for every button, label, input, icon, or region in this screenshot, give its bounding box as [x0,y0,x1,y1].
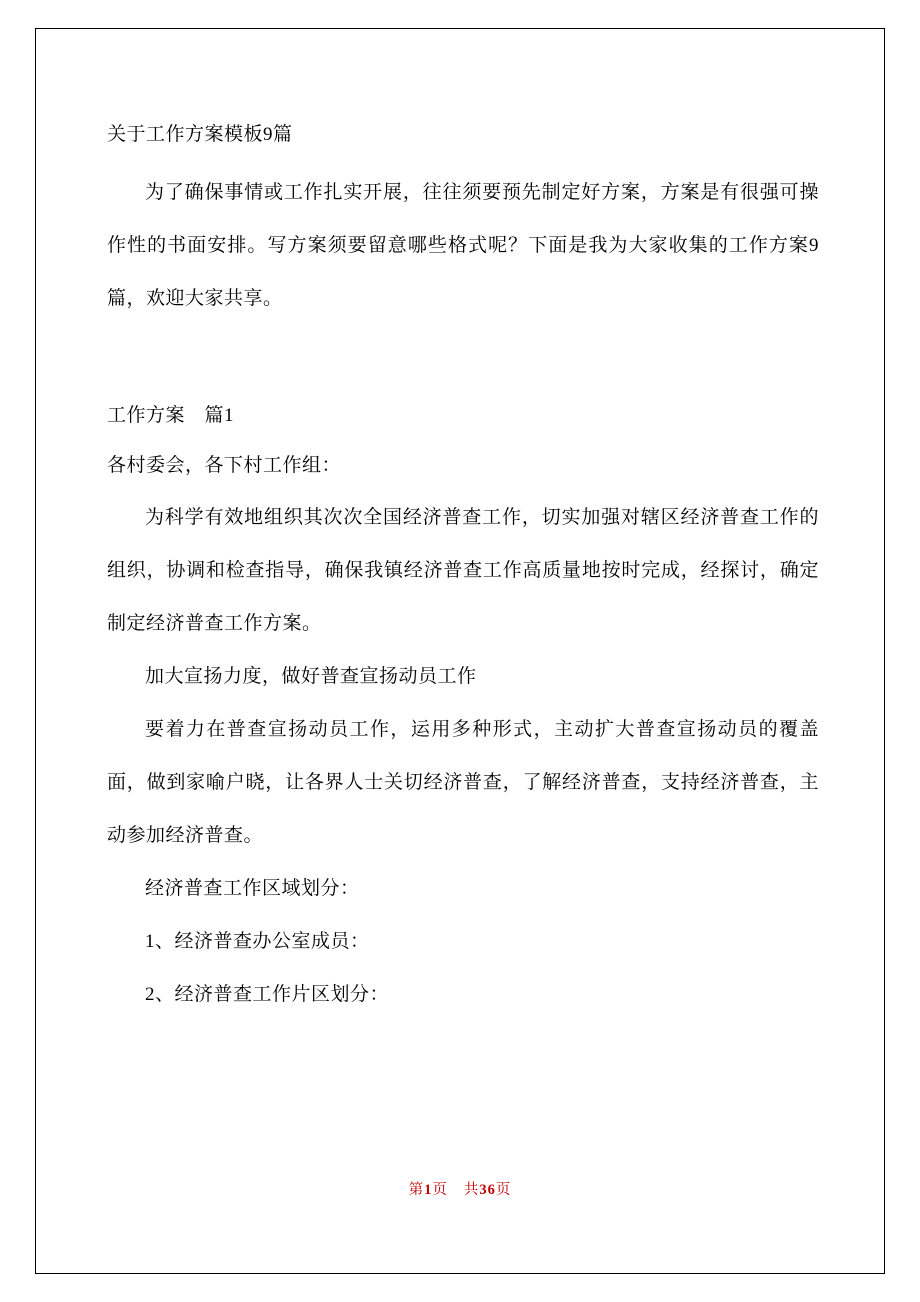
footer-total-number: 36 [479,1182,496,1198]
body-paragraph-3: 要着力在普查宣扬动员工作，运用多种形式，主动扩大普查宣扬动员的覆盖面，做到家喻户晓，让各界人士关切经济普查，了解经济普查，支持经济普查，主动参加经济普查。 [107,719,819,846]
footer-total-suffix: 页 [495,1182,512,1198]
footer-page-prefix: 第 [408,1182,425,1198]
body-paragraph-5: 1、经济普查办公室成员： [145,931,370,952]
addressee-line: 各村委会，各下村工作组： [107,455,342,476]
page-title: 关于工作方案模板9篇 [107,124,293,145]
footer-page-suffix: 页 [432,1182,448,1198]
section-heading: 工作方案 篇1 [107,405,235,426]
page-footer [0,1178,920,1199]
intro-paragraph: 为了确保事情或工作扎实开展，往往须要预先制定好方案，方案是有很强可操作性的书面安排。写方案须要留意哪些格式呢？下面是我为大家收集的工作方案9篇，欢迎大家共享。 [107,182,819,309]
body-paragraph-2: 加大宣扬力度，做好普查宣扬动员工作 [145,666,477,687]
footer-total-prefix: 共 [463,1182,480,1198]
section-spacer [107,325,819,391]
document-content [107,118,819,1021]
footer-page-number: 1 [424,1182,433,1198]
body-paragraph-6: 2、经济普查工作片区划分： [145,984,390,1005]
body-paragraph-4: 经济普查工作区域划分： [145,878,360,899]
body-paragraph-1: 为科学有效地组织其次次全国经济普查工作，切实加强对辖区经济普查工作的组织，协调和检查指导，确保我镇经济普查工作高质量地按时完成，经探讨，确定制定经济普查工作方案。 [107,507,819,634]
